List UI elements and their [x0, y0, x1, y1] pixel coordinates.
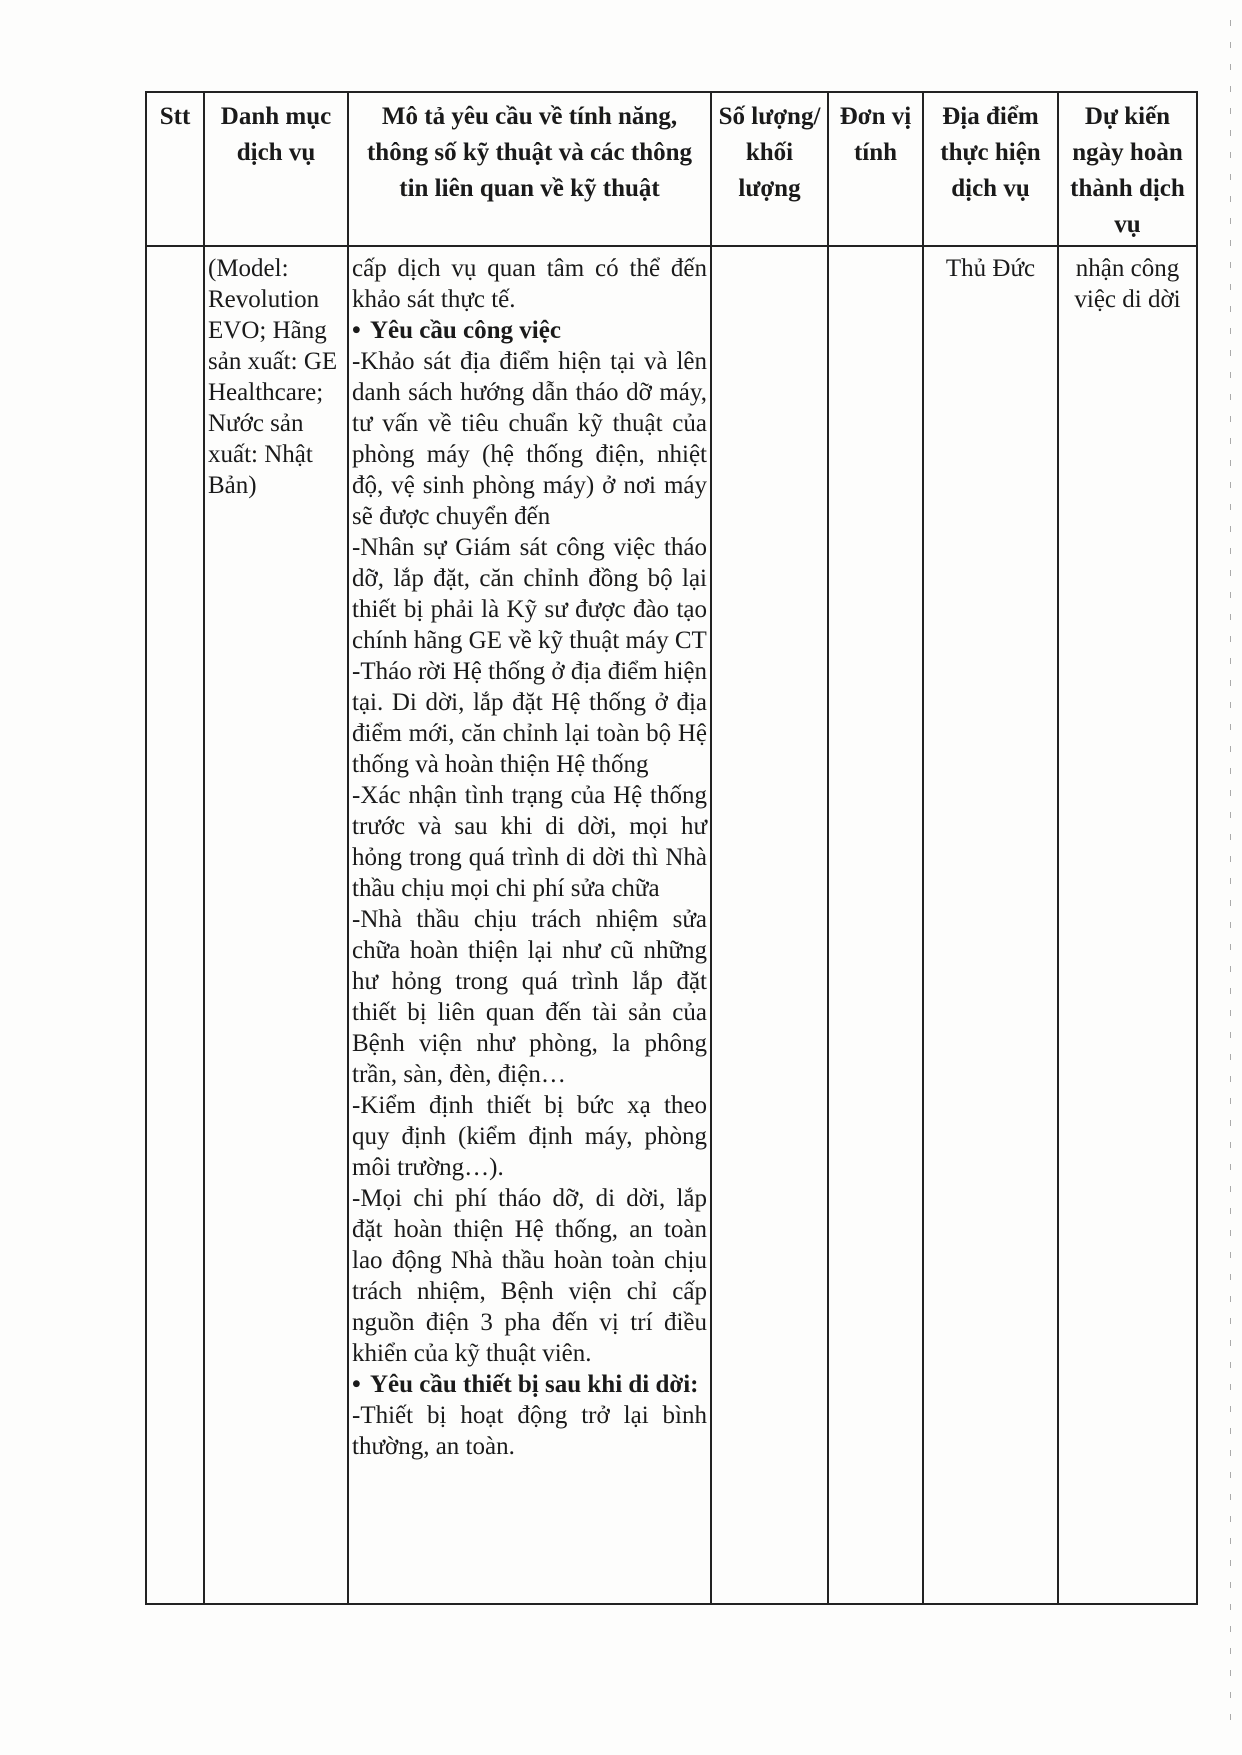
header-category: Danh mục dịch vụ [204, 92, 348, 246]
bullet-icon: • [352, 1371, 361, 1398]
list-item: -Tháo rời Hệ thống ở địa điểm hiện tại. Di dời, lắp đặt Hệ thống ở địa điểm mới, căn chỉnh lại toàn bộ Hệ thống và hoàn thiện Hệ thống [352, 658, 707, 778]
list-item: -Khảo sát địa điểm hiện tại và lên danh sách hướng dẫn tháo dỡ máy, tư vấn về tiêu chuẩn kỹ thuật của phòng máy (hệ thống điện, nhiệt độ, vệ sinh phòng máy) ở nơi máy sẽ được chuyển đến [352, 348, 707, 530]
cell-category: (Model: Revolution EVO; Hãng sản xuất: GE Healthcare; Nước sản xuất: Nhật Bản) [204, 246, 348, 1604]
cell-quantity [711, 246, 828, 1604]
header-unit: Đơn vị tính [828, 92, 923, 246]
cell-unit [828, 246, 923, 1604]
cell-completion: nhận công việc di dời [1058, 246, 1197, 1604]
list-item: -Kiểm định thiết bị bức xạ theo quy định (kiểm định máy, phòng môi trường…). [352, 1092, 707, 1181]
section-equipment-requirements [352, 1369, 707, 1400]
cell-stt [146, 246, 204, 1604]
cell-description [348, 246, 711, 1604]
section-work-requirements [352, 315, 707, 346]
cell-location: Thủ Đức [923, 246, 1058, 1604]
list-item: -Xác nhận tình trạng của Hệ thống trước và sau khi di dời, mọi hư hỏng trong quá trình di dời thì Nhà thầu chịu mọi chi phí sửa chữa [352, 782, 707, 902]
header-location: Địa điểm thực hiện dịch vụ [923, 92, 1058, 246]
header-completion: Dự kiến ngày hoàn thành dịch vụ [1058, 92, 1197, 246]
list-item: -Mọi chi phí tháo dỡ, di dời, lắp đặt hoàn thiện Hệ thống, an toàn lao động Nhà thầu hoàn toàn chịu trách nhiệm, Bệnh viện chỉ cấp nguồn điện 3 pha đến vị trí điều khiển của kỹ thuật viên. [352, 1185, 707, 1367]
list-item: -Nhà thầu chịu trách nhiệm sửa chữa hoàn thiện lại như cũ những hư hỏng trong quá trình lắp đặt thiết bị liên quan đến tài sản của Bệnh viện như phòng, la phông trần, sàn, đèn, điện… [352, 906, 707, 1088]
list-item: -Thiết bị hoạt động trở lại bình thường, an toàn. [352, 1402, 707, 1460]
scan-edge-mark [1230, 20, 1231, 1720]
service-spec-table [145, 91, 1198, 1605]
list-item: -Nhân sự Giám sát công việc tháo dỡ, lắp đặt, căn chỉnh đồng bộ lại thiết bị phải là Kỹ sư được đào tạo chính hãng GE về kỹ thuật máy CT [352, 534, 707, 654]
table-row [146, 246, 1197, 1604]
table-header-row [146, 92, 1197, 246]
bullet-icon: • [352, 317, 361, 344]
section-title: Yêu cầu công việc [370, 317, 561, 344]
header-description: Mô tả yêu cầu về tính năng, thông số kỹ thuật và các thông tin liên quan về kỹ thuật [348, 92, 711, 246]
header-stt: Stt [146, 92, 204, 246]
description-intro: cấp dịch vụ quan tâm có thể đến khảo sát thực tế. [352, 255, 707, 313]
header-quantity: Số lượng/ khối lượng [711, 92, 828, 246]
section-title: Yêu cầu thiết bị sau khi di dời: [370, 1371, 699, 1398]
